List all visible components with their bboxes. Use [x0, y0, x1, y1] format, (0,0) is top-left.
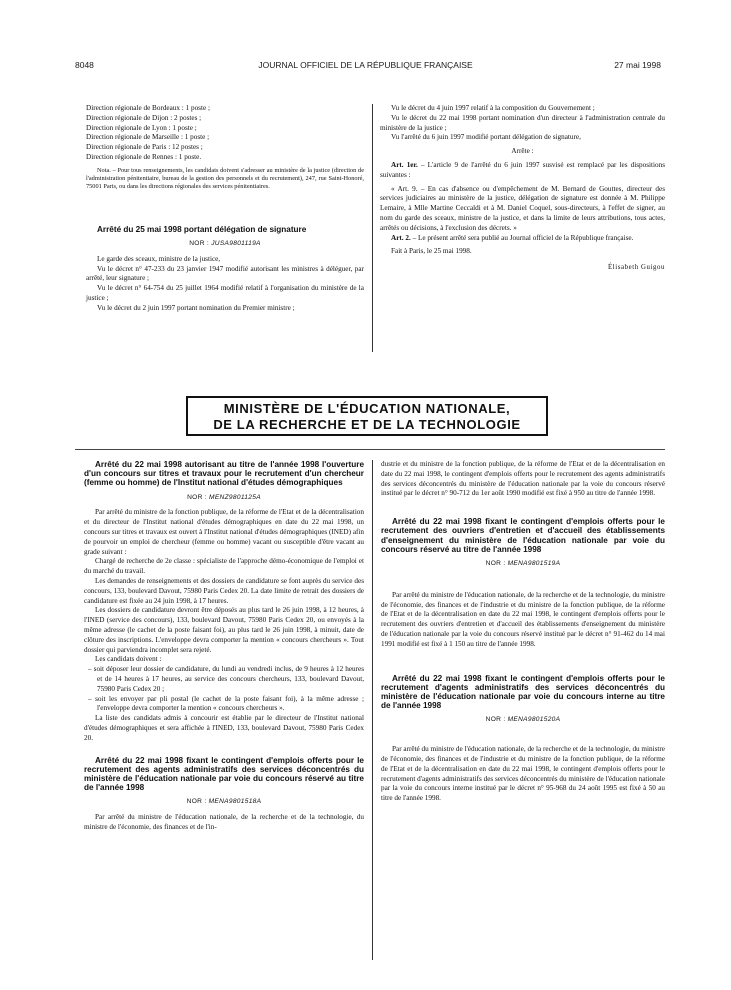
- direction-item: Direction régionale de Rennes : 1 poste.: [86, 152, 202, 161]
- candidate-list-item: – soit déposer leur dossier de candidature, du lundi au vendredi inclus, de 9 heures à 12 heures et de 14 heures à 17 heures, au service des concours chercheurs, 133, boulevard Davout, 75980 Paris Cedex 20 ;: [88, 665, 364, 693]
- nor-code: MENA9801520A: [507, 716, 561, 724]
- arrete-title-delegation: Arrêté du 25 mai 1998 portant délégation de signature: [97, 224, 307, 234]
- candidate-list-item: – soit les envoyer par pli postal (le cachet de la poste faisant foi), à la même adresse ; l'enveloppe devra comporter la mention « concours chercheurs ».: [88, 694, 364, 713]
- direction-item: Direction régionale de Lyon : 1 poste ;: [86, 123, 197, 132]
- body-paragraph: Les demandes de renseignements et des dossiers de candidature se font auprès du service des concours, 133, boulevard Davout, 75980 Paris Cedex 20. La date limite de retrait des dossiers de candidature est fixée au 24 juin 1998, à 17 heures.: [84, 576, 364, 605]
- article-2: [380, 234, 665, 244]
- page-number: 8048: [75, 60, 94, 70]
- article-9-quote: « Art. 9. – En cas d'absence ou d'empêchement de M. Bernard de Gouttes, directeur des services judiciaires au ministère de la justice, délégation de signature est donnée à M. Philippe Lemaire, à Mlle Martine Ceccaldi et à M. Daniel Coquel, sous-directeurs, à l'effet de signer, au nom du garde des sceaux, ministre de la justice, et dans la limite de leurs attributions, tous actes, arrêtés ou décisions, à l'exclusion des décrets. »: [380, 184, 665, 232]
- signature: Élisabeth Guigou: [608, 264, 665, 272]
- ministry-line-1: MINISTÈRE DE L'ÉDUCATION NATIONALE,: [223, 401, 511, 416]
- ministry-line-2: DE LA RECHERCHE ET DE LA TECHNOLOGIE: [213, 417, 521, 432]
- body-paragraph: Les dossiers de candidature devront être déposés au plus tard le 26 juin 1998, à 12 heures, à l'INED (service des concours), 133, boulevard Davout, 75980 Paris Cedex 20, ou envoyés à la même adresse (le cachet de la poste faisant foi), au plus tard le 26 juin 1998, à minuit, date de clôture des inscriptions. L'enveloppe devra comporter la mention « concours chercheurs ». Tout dossier qui parviendra incomplet sera rejeté.: [84, 606, 364, 654]
- article-1-text: – L'article 9 de l'arrêté du 6 juin 1997 susvisé est remplacé par les dispositions suivantes :: [380, 160, 665, 179]
- body-paragraph: Par arrêté du ministre de la fonction publique, de la réforme de l'Etat et de la décentralisation et du directeur de l'Institut national d'études démographiques en date du 22 mai 1998, un concours sur titres et travaux est ouvert à l'Institut national d'études démographiques (INED) afin de pourvoir un emploi de chercheur (femme ou homme) vacant ou susceptible d'être vacant au grade suivant :: [84, 508, 364, 556]
- body-paragraph: Vu le décret du 22 mai 1998 portant nomination d'un directeur à l'administration centrale du ministère de la justice ;: [380, 113, 665, 132]
- article-2-text: – Le présent arrêté sera publié au Journal officiel de la République française.: [410, 233, 634, 242]
- body-paragraph: La liste des candidats admis à concourir est établie par le directeur de l'Institut national d'études démographiques et sera affichée à l'INED, 133, boulevard Davout, 75980 Paris Cedex 20.: [84, 714, 364, 742]
- nor-reference: [84, 493, 364, 503]
- nor-label: NOR :: [189, 239, 210, 247]
- body-paragraph: Vu le décret n° 64-754 du 25 juillet 1964 modifié relatif à l'organisation du ministère de la justice ;: [86, 284, 364, 302]
- body-paragraph: Les candidats doivent :: [95, 655, 162, 664]
- nor-code: JUSA9801119A: [211, 239, 261, 247]
- bottom-left-column: [84, 460, 364, 833]
- nor-label: NOR :: [485, 716, 506, 724]
- body-paragraph: Par arrêté du ministre de l'éducation nationale, de la recherche et de la technologie, du ministre de l'économie, des finances et de l'industrie et du ministre de la fonction publique, de la réforme de l'Etat et de la décentralisation en date du 22 mai 1998, le contingent d'emplois offerts pour le recrutement des ouvriers d'entretien et d'accueil des établissements d'enseignement du ministère de l'éducation nationale par la voie du concours réservé institué par le décret n° 91-462 du 14 mai 1991 modifié est fixé à 1 150 au titre de l'année 1998.: [381, 590, 665, 648]
- nor-reference: [381, 715, 665, 725]
- nor-code: MENA9801519A: [507, 560, 561, 567]
- section-rule: [75, 449, 665, 450]
- body-paragraph: Vu l'arrêté du 6 juin 1997 modifié portant délégation de signature,: [391, 133, 581, 142]
- nor-reference: [86, 239, 364, 249]
- top-left-column: [86, 104, 364, 314]
- direction-item: Direction régionale de Dijon : 2 postes ;: [86, 113, 202, 122]
- nor-label: NOR :: [187, 493, 207, 501]
- article-1-label: Art. 1er.: [391, 160, 418, 169]
- direction-item: Direction régionale de Bordeaux : 1 poste ;: [86, 104, 210, 112]
- arrete-title-ined: Arrêté du 22 mai 1998 autorisant au titre de l'année 1998 l'ouverture d'un concours sur titres et travaux pour le recrutement d'un chercheur (femme ou homme) de l'Institut national d'études démographiques: [84, 460, 364, 488]
- ministry-heading-box: [186, 396, 548, 436]
- body-paragraph: Vu le décret du 2 juin 1997 portant nomination du Premier ministre ;: [97, 303, 295, 312]
- nor-code: MENA9801518A: [208, 798, 262, 806]
- top-right-column: [380, 104, 665, 273]
- publication-date: 27 mai 1998: [614, 60, 661, 70]
- body-paragraph: Vu le décret du 4 juin 1997 relatif à la composition du Gouvernement ;: [391, 104, 595, 112]
- journal-title: JOURNAL OFFICIEL DE LA RÉPUBLIQUE FRANÇAISE: [258, 60, 473, 70]
- nor-reference: [381, 559, 665, 569]
- directions-list: [86, 104, 364, 163]
- done-at-paris: Fait à Paris, le 25 mai 1998.: [391, 247, 472, 256]
- body-paragraph: dustrie et du ministre de la fonction publique, de la réforme de l'Etat et de la décentralisation en date du 22 mai 1998, le contingent d'emplois offerts pour le recrutement des agents administratifs des services déconcentrés du ministère de l'éducation nationale par la voie du concours réservé institué par le décret n° 90-712 du 1er août 1990 modifié est fixé à 950 au titre de l'année 1998.: [381, 460, 665, 498]
- article-2-label: Art. 2.: [391, 233, 411, 242]
- body-paragraph: Le garde des sceaux, ministre de la justice,: [97, 254, 221, 263]
- bottom-right-column: [381, 460, 665, 804]
- direction-item: Direction régionale de Paris : 12 postes ;: [86, 143, 203, 152]
- body-paragraph: Par arrêté du ministre de l'éducation nationale, de la recherche et de la technologie, du ministre de l'économie, des finances et de l'industrie et du ministre de la fonction publique, de la réforme de l'Etat et de la décentralisation en date du 22 mai 1998, le contingent d'emplois offerts pour le recrutement d'agents administratifs des services déconcentrés du ministère de l'éducation nationale par la voie du concours interne institué par le décret n° 95-968 du 24 août 1995 est fixé à 50 au titre de l'année 1998.: [381, 745, 665, 803]
- arrete-title-agents-interne: Arrêté du 22 mai 1998 fixant le contingent d'emplois offerts pour le recrutement d'agents administratifs des services déconcentrés du ministère de l'éducation nationale par voie du concours interne au titre de l'année 1998: [381, 673, 665, 711]
- arrete-title-agents-reserve: Arrêté du 22 mai 1998 fixant le contingent d'emplois offerts pour le recrutement des agents administratifs des services déconcentrés du ministère de l'éducation nationale par voie du concours réservé au titre de l'année 1998: [84, 755, 364, 793]
- nor-reference: [84, 797, 364, 807]
- direction-item: Direction régionale de Marseille : 1 poste ;: [86, 133, 210, 142]
- column-divider: [372, 460, 373, 960]
- body-paragraph: Chargé de recherche de 2e classe : spécialiste de l'approche démo-économique de l'emploi et du marché du travail.: [84, 557, 364, 576]
- article-1: [380, 161, 665, 181]
- column-divider: [372, 104, 373, 352]
- arrete-heading: Arrête :: [511, 147, 534, 156]
- nor-code: MENZ9801125A: [209, 493, 261, 501]
- body-paragraph: Par arrêté du ministre de l'éducation nationale, de la recherche et de la technologie, du ministre de l'économie, des finances et de l'in-: [84, 813, 364, 831]
- nota-paragraph: Nota. – Pour tous renseignements, les candidats doivent s'adresser au ministère de la justice (direction de l'administration pénitentiaire, bureau de la gestion des personnels et du recrutement), 247, rue Saint-Honoré, 75001 Paris, ou dans les directions régionales des services pénitentiaires.: [86, 166, 364, 190]
- body-paragraph: Vu le décret n° 47-233 du 23 janvier 1947 modifié autorisant les ministres à déléguer, par arrêté, leur signature ;: [86, 264, 364, 283]
- nor-label: NOR :: [485, 560, 506, 567]
- nor-label: NOR :: [186, 798, 207, 806]
- arrete-title-ouvriers: Arrêté du 22 mai 1998 fixant le contingent d'emplois offerts pour le recrutement des ouvriers d'entretien et d'accueil des établissements d'enseignement du ministère de l'éducation nationale par voie du concours réservé au titre de l'année 1998: [381, 517, 665, 554]
